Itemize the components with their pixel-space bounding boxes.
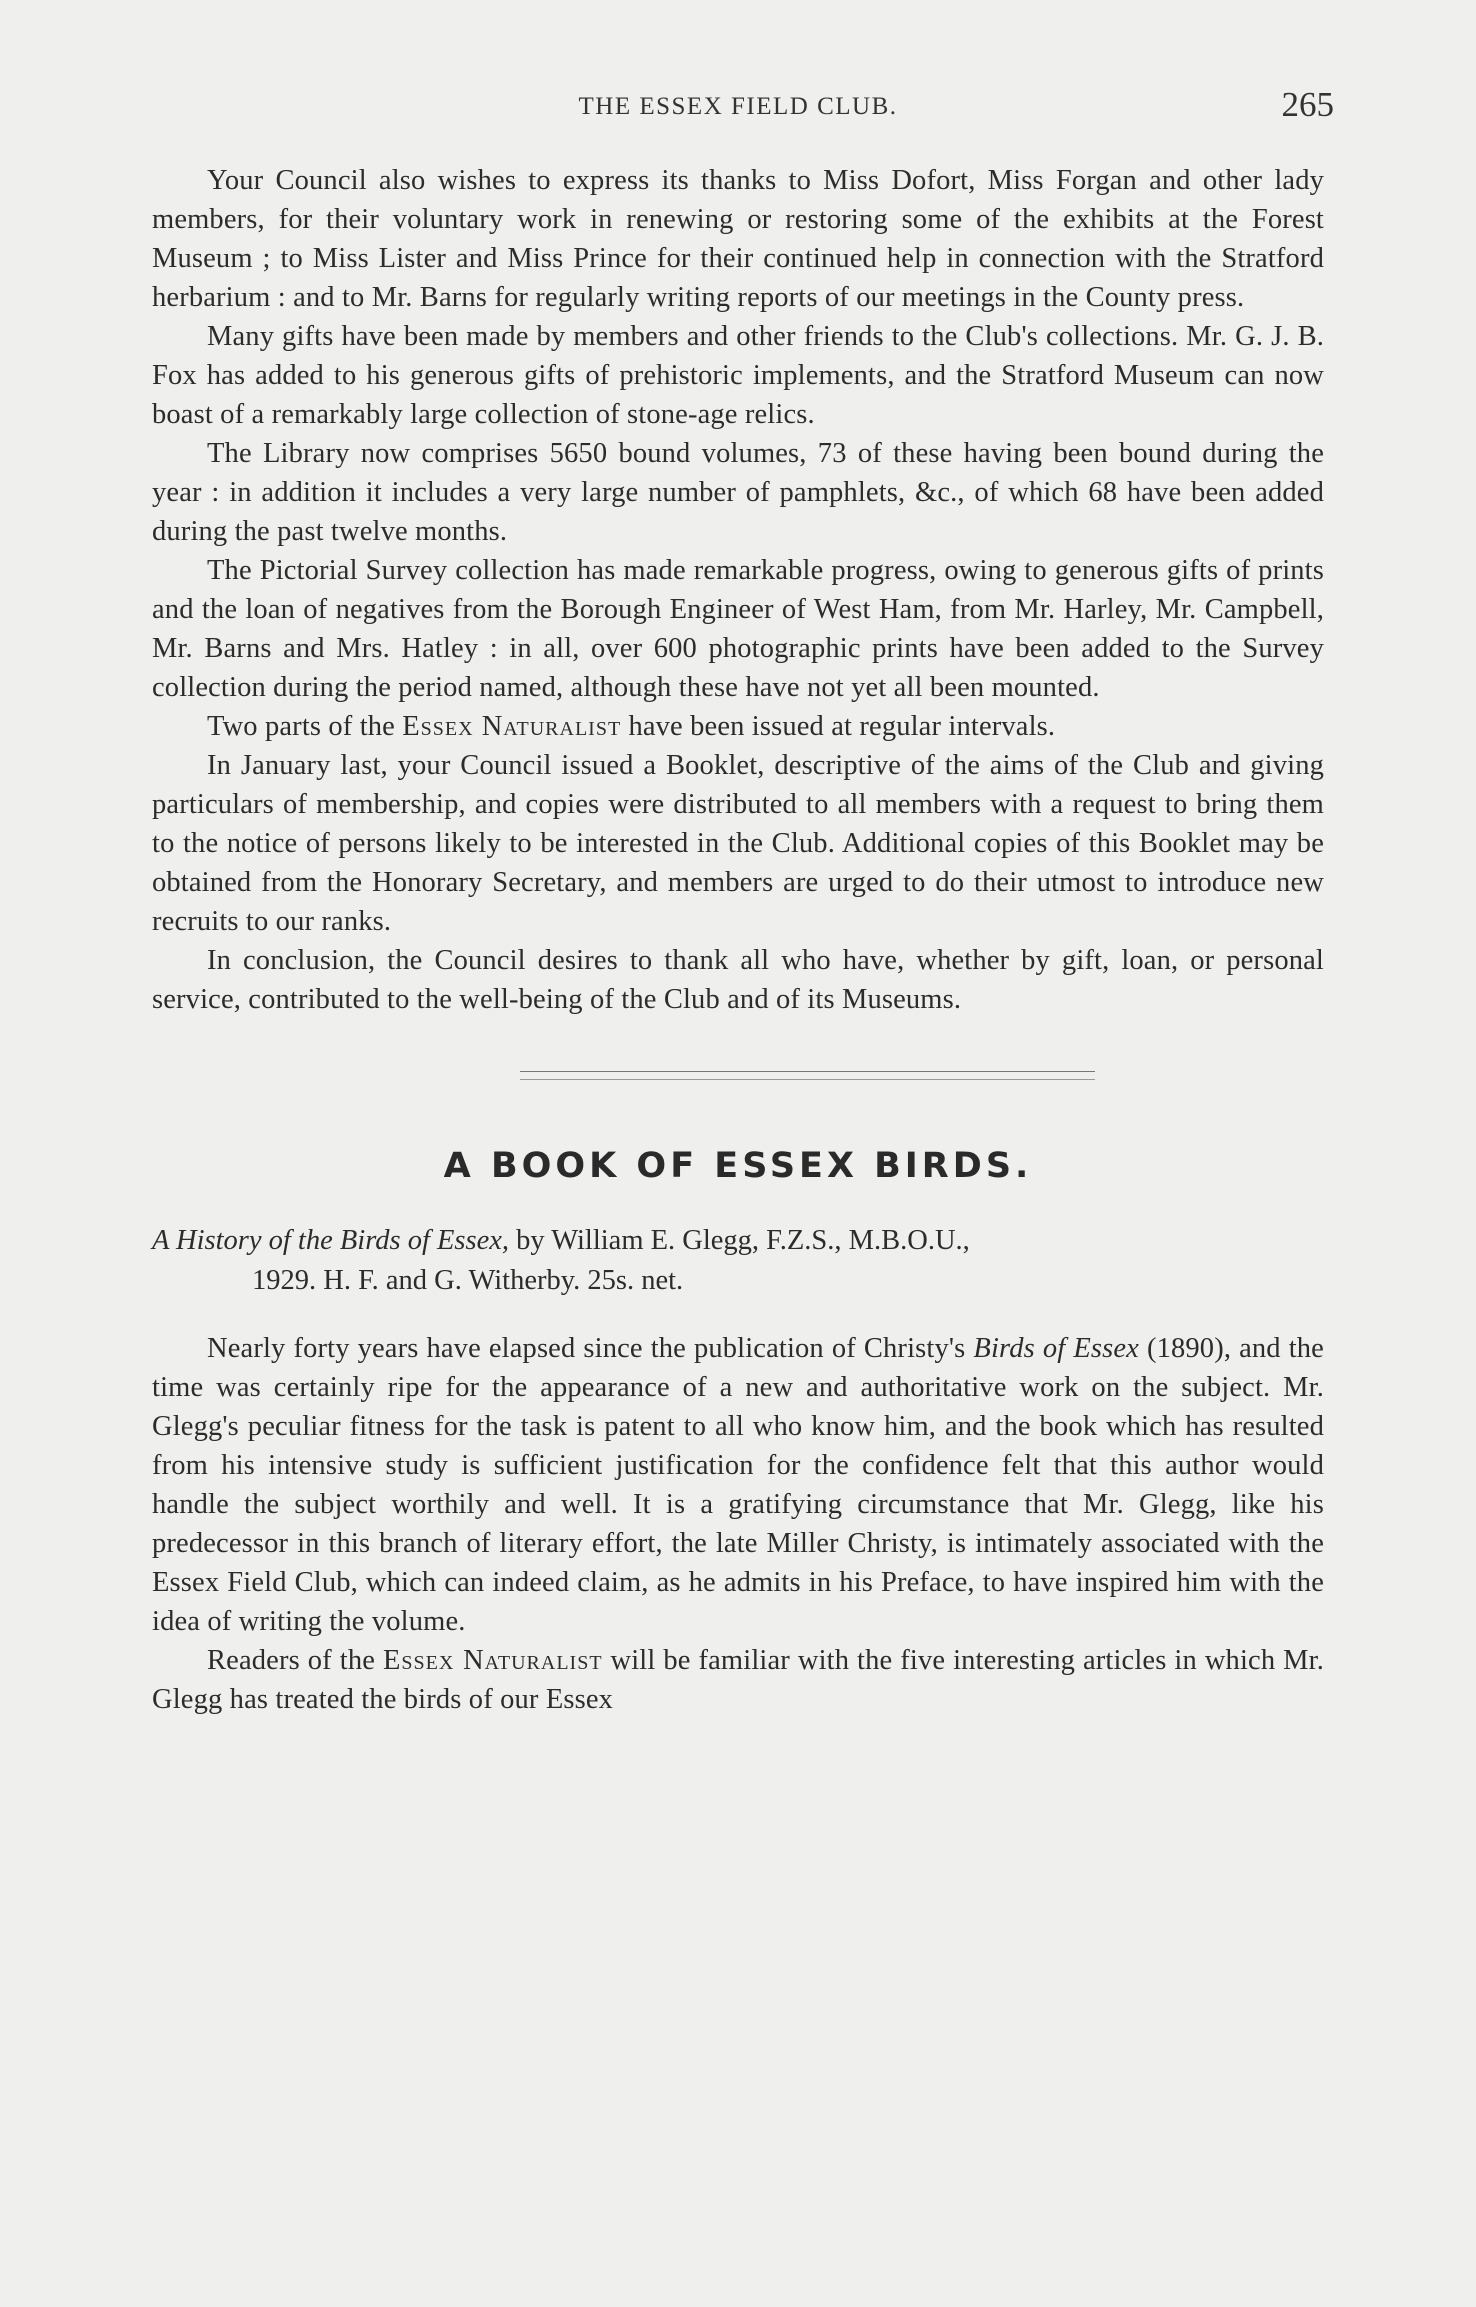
text-run: will be familiar with the five interesting articles in which Mr. Glegg has treated the birds of our Essex (152, 1645, 1324, 1715)
citation-details: 1929. H. F. and G. Witherby. 25s. net. (252, 1265, 684, 1296)
text-run: Readers of the (207, 1645, 383, 1676)
paragraph (152, 707, 1324, 746)
running-title: THE ESSEX FIELD CLUB. (578, 93, 898, 120)
text-run: have been issued at regular intervals. (621, 711, 1056, 742)
paragraph: In conclusion, the Council desires to thank all who have, whether by gift, loan, or personal service, contributed to the well-being of the Club and of its Museums. (152, 945, 1324, 1015)
text-run: Two parts of the (207, 711, 403, 742)
review-body (152, 1329, 1324, 1719)
book-citation (152, 1221, 1324, 1301)
text-run: (1890), and the time was certainly ripe for the appearance of a new and authoritative work on the subject. Mr. Glegg's peculiar fitness for the task is patent to all who know him, and the book which has resulted from his intensive study is sufficient justification for the confidence felt that this author would handle the subject worthily and well. It is a gratifying circumstance that Mr. Glegg, like his predecessor in this branch of literary effort, the late Miller Christy, is intimately associated with the Essex Field Club, which can indeed claim, as he admits in his Preface, to have inspired him with the idea of writing the volume. (152, 1333, 1324, 1637)
section-title: A BOOK OF ESSEX BIRDS. (443, 1146, 1033, 1186)
book-title: A History of the Birds of Essex, (152, 1225, 510, 1256)
italic-title: Birds of Essex (973, 1333, 1139, 1364)
paragraph: Your Council also wishes to express its thanks to Miss Dofort, Miss Forgan and other lady members, for their voluntary work in renewing or restoring some of the exhibits at the Forest Museum ; to Miss Lister and Miss Prince for their continued help in connection with the Stratford herbarium : and to Mr. Barns for regularly writing reports of our meetings in the County press. (152, 165, 1324, 313)
book-author: by William E. Glegg, F.Z.S., M.B.O.U., (509, 1225, 970, 1256)
text-run: Nearly forty years have elapsed since the publication of Christy's (207, 1333, 974, 1364)
divider-rule (520, 1079, 1095, 1080)
page-number: 265 (1281, 85, 1334, 124)
paragraph: Many gifts have been made by members and other friends to the Club's collections. Mr. G. J. B. Fox has added to his generous gifts of prehistoric implements, and the Stratford Museum can now boast of a remarkably large collection of stone-age relics. (152, 321, 1324, 430)
divider-rule (520, 1071, 1095, 1072)
paragraph: The Library now comprises 5650 bound volumes, 73 of these having been bound during the year : in addition it includes a very large number of pamphlets, &c., of which 68 have been added during the past twelve months. (152, 438, 1324, 547)
journal-name: Essex Naturalist (382, 1645, 603, 1676)
running-head (152, 85, 1334, 143)
section-divider (152, 1063, 1324, 1093)
paragraph (152, 1641, 1324, 1719)
paragraph: In January last, your Council issued a Booklet, descriptive of the aims of the Club and giving particulars of membership, and copies were distributed to all members with a request to bring them to the notice of persons likely to be interested in the Club. Additional copies of this Booklet may be obtained from the Honorary Secretary, and members are urged to do their utmost to introduce new recruits to our ranks. (152, 750, 1324, 937)
paragraph: The Pictorial Survey collection has made remarkable progress, owing to generous gifts of prints and the loan of negatives from the Borough Engineer of West Ham, from Mr. Harley, Mr. Campbell, Mr. Barns and Mrs. Hatley : in all, over 600 photographic prints have been added to the Survey collection during the period named, although these have not yet all been mounted. (152, 555, 1324, 703)
council-report (152, 161, 1324, 1019)
journal-name: Essex Naturalist (402, 711, 622, 742)
paragraph (152, 1329, 1324, 1641)
citation-line (152, 1221, 1324, 1261)
document-page (0, 85, 1476, 2307)
